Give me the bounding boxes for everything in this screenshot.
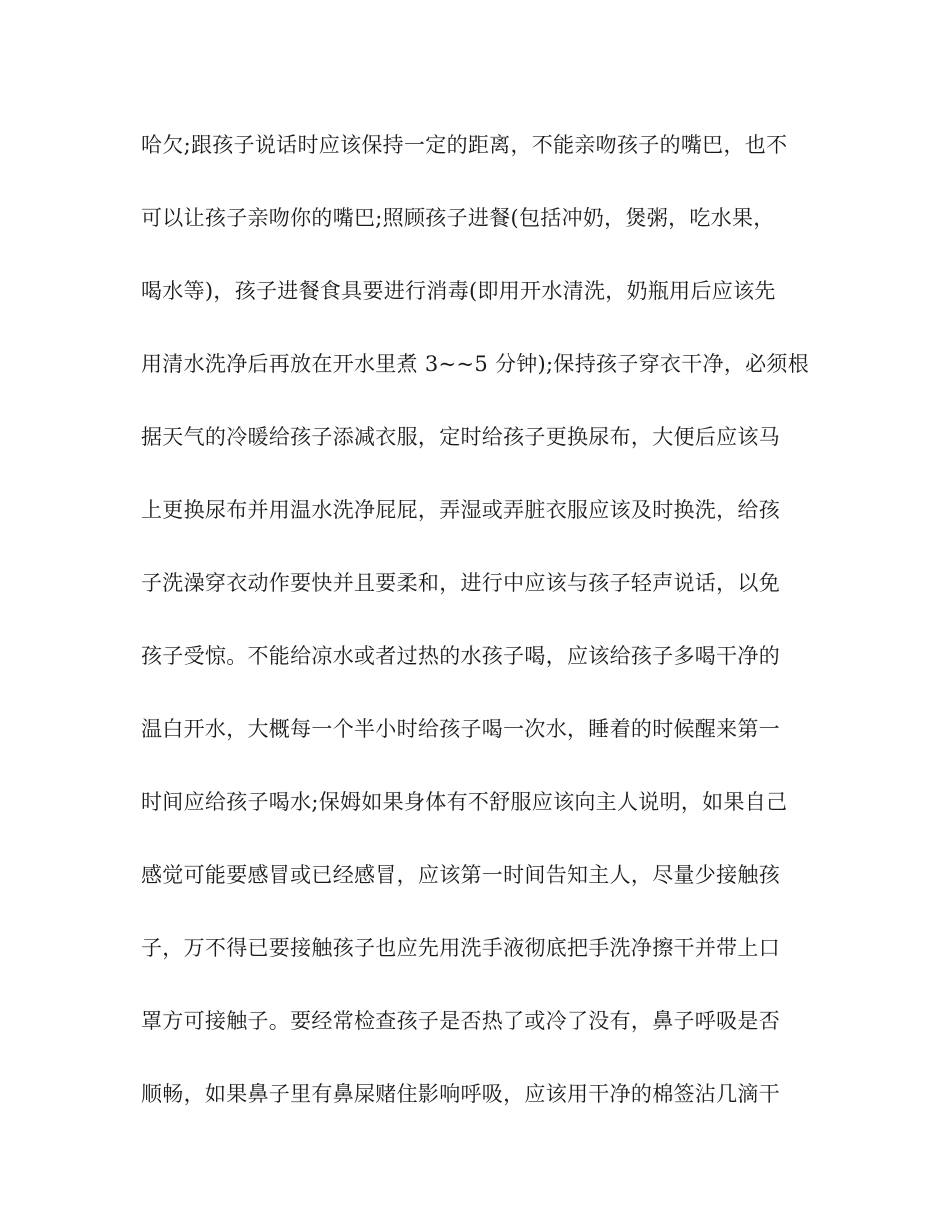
text-line-11: 感觉可能要感冒或已经感冒，应该第一时间告知主人，尽量少接触孩 (141, 863, 780, 887)
body-text (141, 120, 821, 1142)
text-line-5: 据天气的冷暖给孩子添减衣服，定时给孩子更换尿布，大便后应该马 (141, 425, 780, 449)
text-line-9: 温白开水，大概每一个半小时给孩子喝一次水，睡着的时候醒来第一 (141, 717, 780, 741)
text-line-3: 喝水等)，孩子进餐食具要进行消毒(即用开水清洗，奶瓶用后应该先 (141, 279, 776, 303)
text-line-7: 子洗澡穿衣动作要快并且要柔和，进行中应该与孩子轻声说话，以免 (141, 571, 780, 595)
text-line-2: 可以让孩子亲吻你的嘴巴;照顾孩子进餐(包括冲奶，煲粥，吃水果， (141, 206, 775, 230)
text-line-13: 罩方可接触子。要经常检查孩子是否热了或冷了没有，鼻子呼吸是否 (141, 1009, 780, 1033)
text-line-10: 时间应给孩子喝水;保姆如果身体有不舒服应该向主人说明，如果自己 (141, 790, 788, 814)
text-line-1: 哈欠;跟孩子说话时应该保持一定的距离，不能亲吻孩子的嘴巴，也不 (141, 133, 788, 157)
text-line-8: 孩子受惊。不能给凉水或者过热的水孩子喝，应该给孩子多喝干净的 (141, 644, 780, 668)
text-line-12: 子，万不得已要接触孩子也应先用洗手液彻底把手洗净擦干并带上口 (141, 936, 780, 960)
text-line-4: 用清水洗净后再放在开水里煮 3~~5 分钟);保持孩子穿衣干净，必须根 (141, 352, 810, 376)
text-line-14: 顺畅，如果鼻子里有鼻屎赌住影响呼吸，应该用干净的棉签沾几滴干 (141, 1082, 780, 1106)
text-line-6: 上更换尿布并用温水洗净屁屁，弄湿或弄脏衣服应该及时换洗，给孩 (141, 498, 780, 522)
